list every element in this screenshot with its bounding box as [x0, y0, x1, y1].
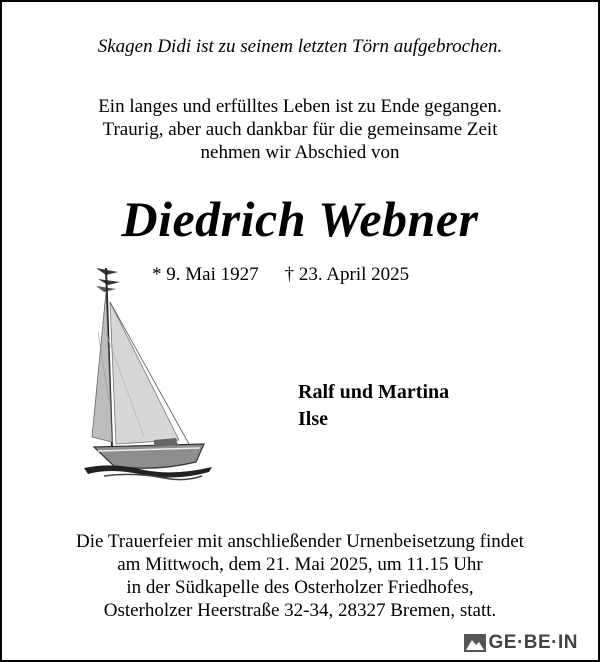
- mourner-line: Ilse: [298, 408, 328, 430]
- service-line: am Mittwoch, dem 21. Mai 2025, um 11.15 Uhr: [117, 554, 483, 575]
- mourner-line: Ralf und Martina: [298, 381, 450, 403]
- service-line: Osterholzer Heerstraße 32-34, 28327 Bremen, statt.: [103, 600, 497, 621]
- intro-line: nehmen wir Abschied von: [200, 142, 400, 163]
- logo-text: GE·BE·IN: [488, 632, 578, 653]
- mourners: [298, 379, 449, 433]
- service-info: [2, 530, 598, 622]
- birth-date: * 9. Mai 1927: [152, 264, 259, 285]
- sailboat-icon: [84, 262, 214, 482]
- service-line: in der Südkapelle des Osterholzer Friedhofes,: [126, 577, 474, 598]
- intro-line: Traurig, aber auch dankbar für die gemeinsame Zeit: [102, 119, 498, 140]
- ge-be-in-logo: [464, 632, 579, 654]
- service-line: Die Trauerfeier mit anschließender Urnenbeisetzung findet: [76, 531, 524, 552]
- death-date: † 23. April 2025: [284, 264, 410, 285]
- intro-line: Ein langes und erfülltes Leben ist zu Ende gegangen.: [98, 96, 502, 117]
- intro-text: [2, 95, 598, 164]
- motto: Skagen Didi ist zu seinem letzten Törn aufgebrochen.: [97, 36, 503, 57]
- deceased-name: Diedrich Webner: [121, 191, 479, 247]
- ge-be-in-logo-icon: [464, 634, 486, 652]
